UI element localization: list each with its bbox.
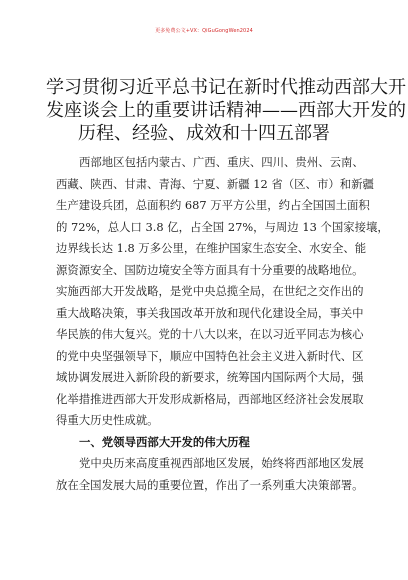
paragraph-line: 华民族的伟大复兴。党的十八大以来，在以习近平同志为核心 [56,327,364,341]
title-line: 历程、经验、成效和十四五部署 [78,123,330,144]
paragraph-line: 的 72%，总人口 3.8 亿，占全国 27%，与周边 13 个国家接壤， [56,219,389,234]
paragraph-line: 的党中央坚强领导下，顺应中国特色社会主义进入新时代、区 [56,348,364,363]
section-heading: 一、党领导西部大开发的伟大历程 [79,434,250,449]
paragraph-line: 重大战略决策，事关我国改革开放和现代化建设全局，事关中 [56,305,364,320]
paragraph-line: 西部地区包括内蒙古、广西、重庆、四川、贵州、云南、 [79,155,364,169]
paragraph-line: 源资源安全、国防边境安全等方面具有十分重要的战略地位。 [56,262,364,277]
paragraph-line: 西藏、陕西、甘肃、青海、宁夏、新疆 12 省（区、市）和新疆 [56,176,374,191]
paragraph-line: 生产建设兵团，总面积约 687 万平方公里，约占全国国土面积 [56,198,370,212]
title-line: 学习贯彻习近平总书记在新时代推动西部大开 [46,77,406,98]
paragraph-line: 党中央历来高度重视西部地区发展，始终将西部地区发展 [79,456,364,470]
document-title [46,76,406,145]
paragraph-line: 实施西部大开发战略，是党中央总揽全局，在世纪之交作出的 [56,284,364,298]
watermark-header: 更多免费公文+VX：QiGuGongWen2024 [155,28,253,34]
paragraph-line: 化举措推进西部大开发形成新格局，西部地区经济社会发展取 [56,391,364,406]
title-line: 发座谈会上的重要讲话精神——西部大开发的 [46,100,406,121]
paragraph-line: 边界线长达 1.8 万多公里，在维护国家生态安全、水安全、能 [56,241,367,255]
paragraph-line: 得重大历史性成就。 [56,413,159,427]
document-body [56,152,389,496]
paragraph-line: 放在全国发展大局的重要位置，作出了一系列重大决策部署。 [56,477,364,492]
paragraph-line: 域协调发展进入新阶段的新要求，统筹国内国际两个大局，强 [56,370,364,384]
